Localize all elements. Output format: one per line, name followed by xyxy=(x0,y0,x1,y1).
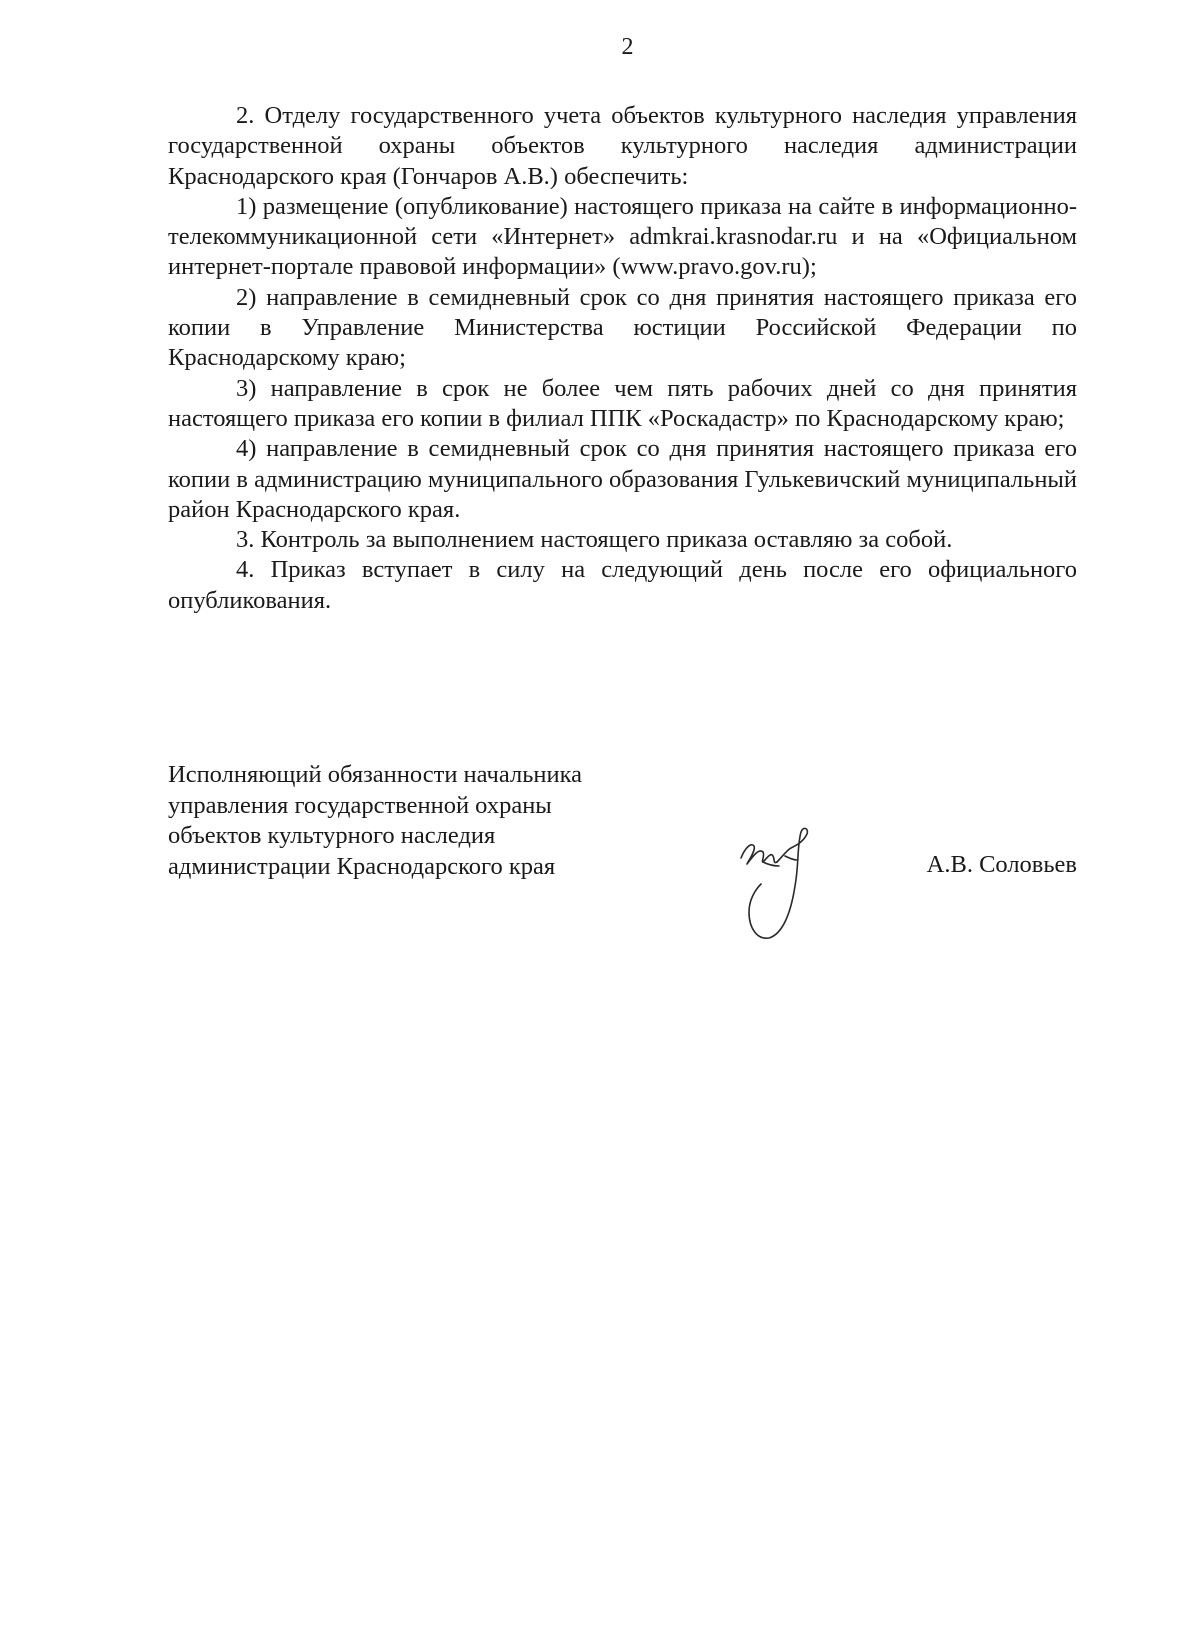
paragraph-subitem-2: 2) направление в семидневный срок со дня принятия настоящего приказа его копии в Управление Министерства юстиции Российской Федерации по Краснодарскому краю; xyxy=(168,283,1077,372)
paragraph-item-3: 3. Контроль за выполнением настоящего приказа оставляю за собой. xyxy=(236,526,953,554)
signer-position-line: управления государственной охраны xyxy=(168,791,552,819)
signer-position-line: объектов культурного наследия xyxy=(168,822,496,849)
handwritten-signature-icon xyxy=(723,812,823,952)
paragraph-subitem-4: 4) направление в семидневный срок со дня принятия настоящего приказа его копии в администрацию муниципального образования Гулькевичский муниципальный район Краснодарского края. xyxy=(168,435,1077,523)
signer-name: А.В. Соловьев xyxy=(926,851,1077,878)
paragraph-subitem-1: 1) размещение (опубликование) настоящего приказа на сайте в информационно-телекоммуникационной сети «Интернет» admkrai.krasnodar.ru и на «Официальном интернет-портале правовой информации» (www.pravo.gov.ru); xyxy=(168,192,1077,281)
signer-position-line: Исполняющий обязанности начальника xyxy=(168,761,582,788)
page-number: 2 xyxy=(621,34,634,60)
paragraph-item-4: 4. Приказ вступает в силу на следующий день после его официального опубликования. xyxy=(168,556,1077,614)
document-body xyxy=(168,101,1077,616)
paragraph-subitem-3: 3) направление в срок не более чем пять рабочих дней со дня принятия настоящего приказа его копии в филиал ППК «Роскадастр» по Краснодарскому краю; xyxy=(168,374,1077,432)
signature-block xyxy=(168,760,1077,960)
signer-position xyxy=(168,760,688,882)
signer-position-line: администрации Краснодарского края xyxy=(168,852,556,880)
paragraph-item-2: 2. Отделу государственного учета объектов культурного наследия управления государственной охраны объектов культурного наследия администрации Краснодарского края (Гончаров А.В.) обеспечить: xyxy=(168,102,1077,190)
